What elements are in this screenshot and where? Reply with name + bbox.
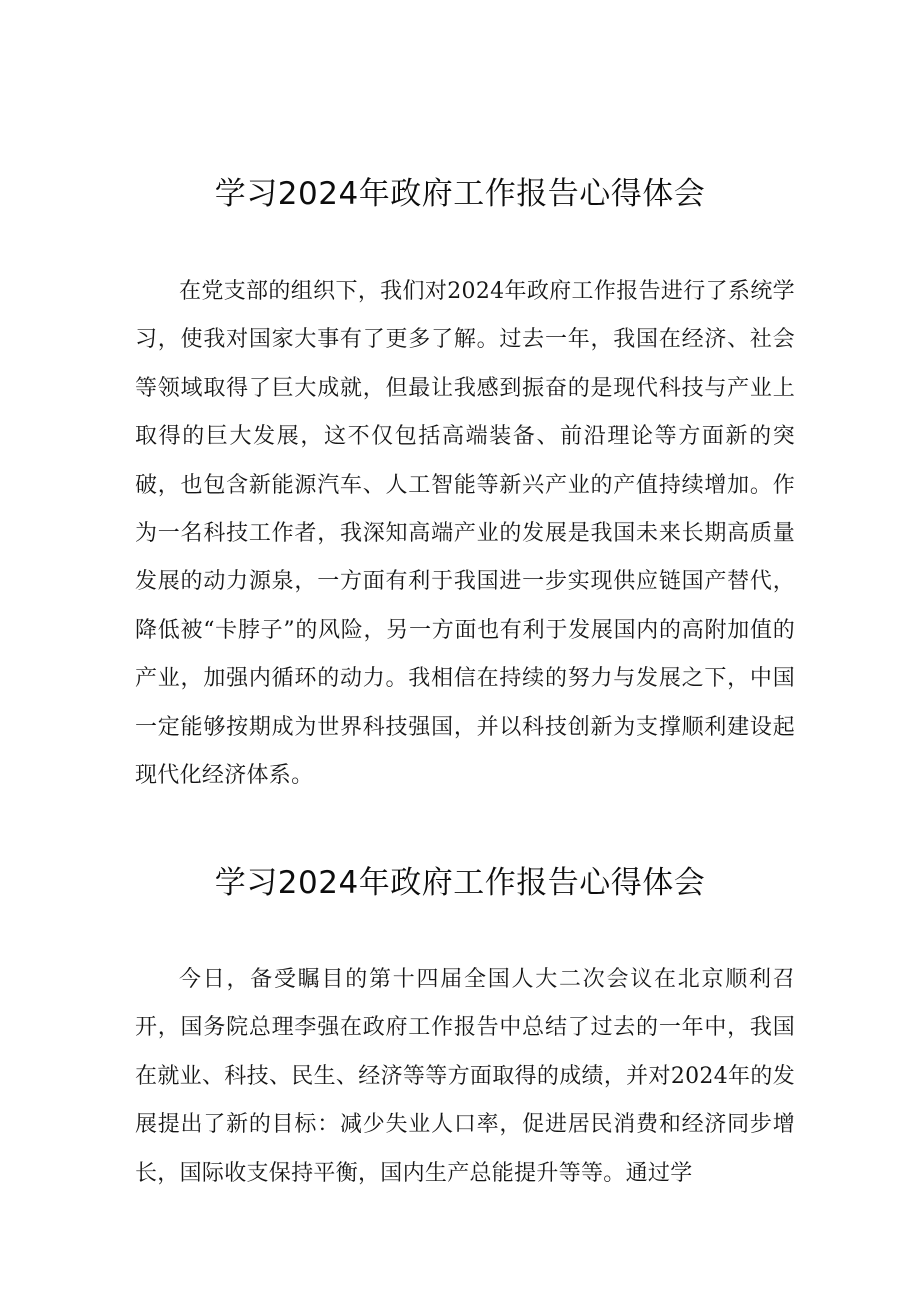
section-title: 学习2024年政府工作报告心得体会 [214,865,706,901]
section-title: 学习2024年政府工作报告心得体会 [214,176,706,212]
section-body-paragraph: 在党支部的组织下，我们对2024年政府工作报告进行了系统学习，使我对国家大事有了更多了解。过去一年，我国在经济、社会等领域取得了巨大成就，但最让我感到振奋的是现代科技与产业上取得的巨大发展，这不仅包括高端装备、前沿理论等方面新的突破，也包含新能源汽车、人工智能等新兴产业的产值持续增加。作为一名科技工作者，我深知高端产业的发展是我国未来长期高质量发展的动力源泉，一方面有利于我国进一步实现供应链国产替代，降低被“卡脖子”的风险，另一方面也有利于发展国内的高附加值的产业，加强内循环的动力。我相信在持续的努力与发展之下，中国一定能够按期成为世界科技强国，并以科技创新为支撑顺利建设起现代化经济体系。 [135,279,795,789]
section-body-paragraph: 今日，备受瞩目的第十四届全国人大二次会议在北京顺利召开，国务院总理李强在政府工作报告中总结了过去的一年中，我国在就业、科技、民生、经济等等方面取得的成绩，并对2024年的发展提出了新的目标：减少失业人口率，促进居民消费和经济同步增长，国际收支保持平衡，国内生产总能提升等等。通过学 [135,967,795,1186]
